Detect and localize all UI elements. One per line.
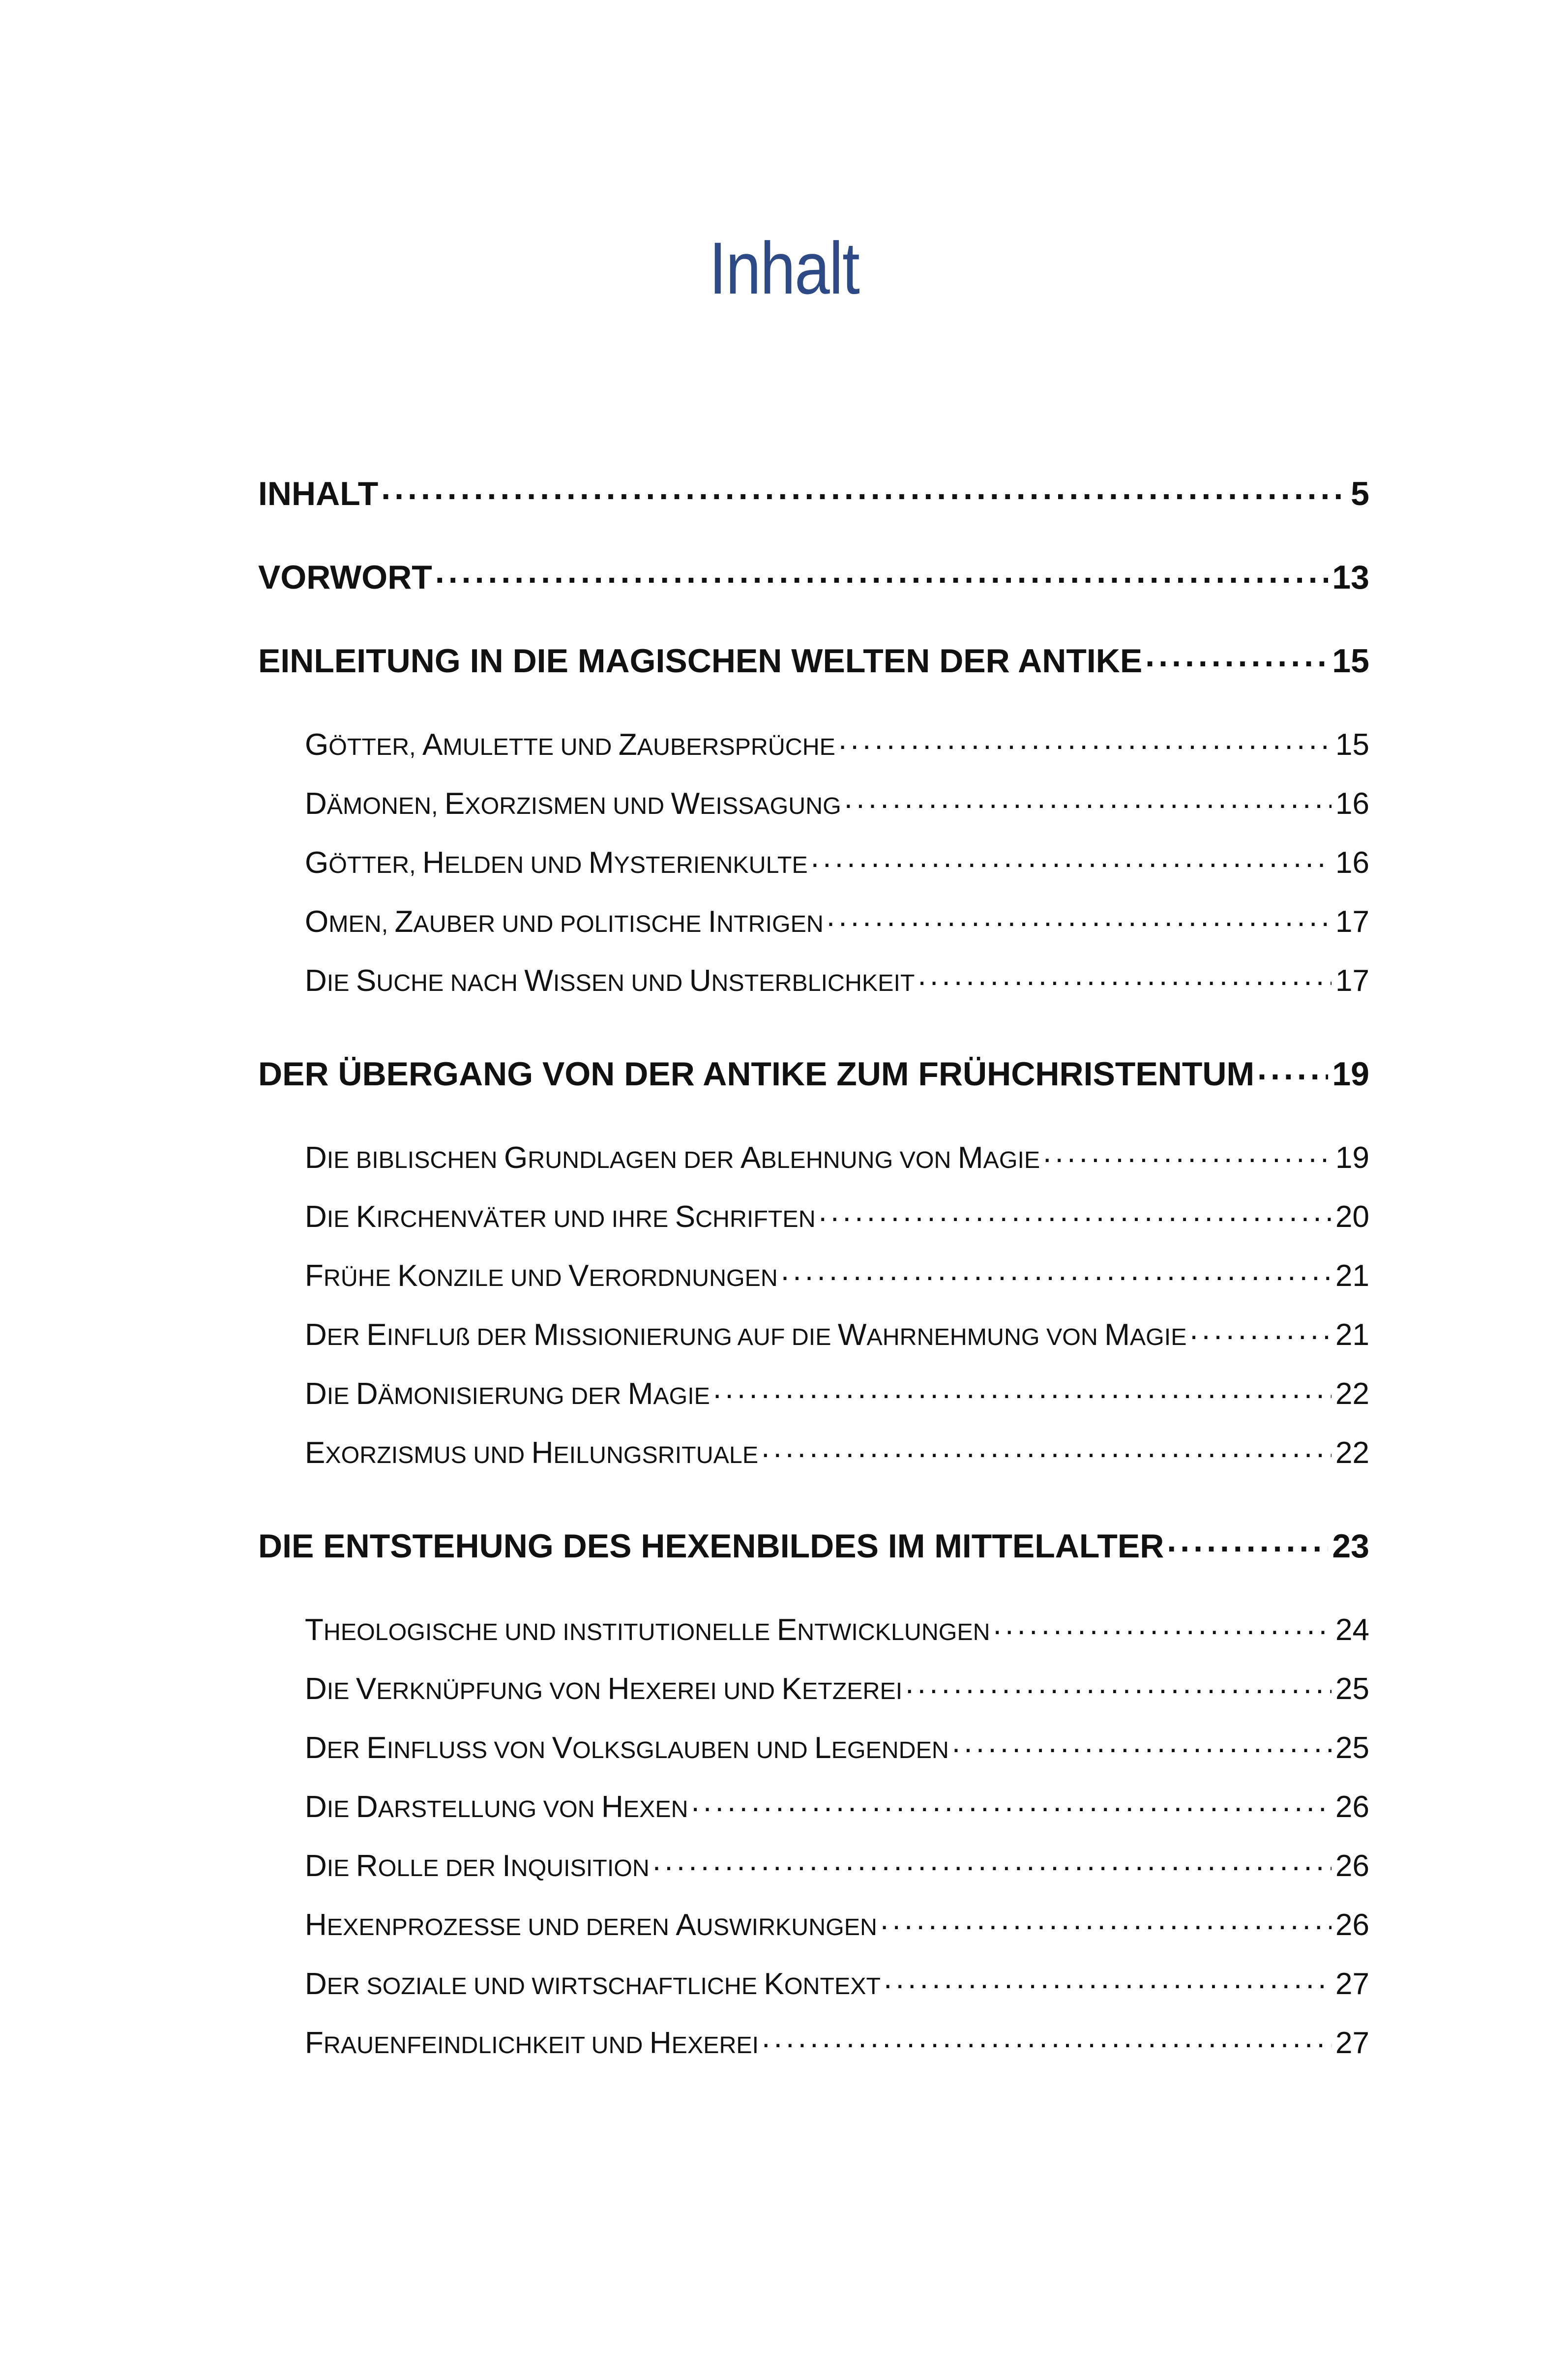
toc-chapter-entry[interactable] [258, 1052, 1369, 1091]
toc-leader-dots [1043, 1137, 1331, 1168]
toc-leader-dots [811, 842, 1331, 873]
toc-leader-dots [880, 1905, 1331, 1935]
toc-entry-label: OMEN, ZAUBER UND POLITISCHE INTRIGEN [305, 905, 824, 939]
toc-entry-label: INHALT [258, 475, 379, 512]
toc-leader-dots [781, 1255, 1331, 1286]
toc-entry-label: DIE DÄMONISIERUNG DER MAGIE [305, 1377, 710, 1411]
toc-entry-label: DER EINFLUß DER MISSIONIERUNG AUF DIE WAHRNEHMUNG VON MAGIE [305, 1318, 1187, 1352]
toc-leader-dots [435, 555, 1329, 589]
toc-page-number: 26 [1335, 1849, 1369, 1883]
toc-section-entry[interactable] [305, 1846, 1369, 1881]
toc-section-entry[interactable] [305, 1433, 1369, 1468]
toc-entry-label: HEXENPROZESSE UND DEREN AUSWIRKUNGEN [305, 1908, 877, 1942]
toc-section-entry[interactable] [305, 842, 1369, 878]
toc-page-number: 5 [1351, 475, 1369, 512]
toc-chapter-entry[interactable] [258, 555, 1369, 594]
toc-page-number: 25 [1335, 1731, 1369, 1765]
toc-page-number: 21 [1335, 1318, 1369, 1352]
toc-section-entry[interactable] [305, 901, 1369, 937]
toc-page-number: 26 [1335, 1908, 1369, 1942]
toc-page-number: 16 [1335, 846, 1369, 880]
toc-leader-dots [884, 1964, 1331, 1994]
toc-section-entry[interactable] [305, 724, 1369, 760]
toc-page-number: 23 [1332, 1527, 1369, 1565]
toc-entry-label: DIE KIRCHENVÄTER UND IHRE SCHRIFTEN [305, 1200, 816, 1234]
toc-section-entry[interactable] [305, 1905, 1369, 1940]
toc-chapter-entry[interactable] [258, 639, 1369, 678]
toc-page-number: 17 [1335, 905, 1369, 939]
toc-entry-label: THEOLOGISCHE UND INSTITUTIONELLE ENTWICKLUNGEN [305, 1613, 990, 1647]
toc-page-number: 22 [1335, 1377, 1369, 1411]
toc-leader-dots [844, 783, 1331, 814]
toc-entry-label: DER ÜBERGANG VON DER ANTIKE ZUM FRÜHCHRISTENTUM [258, 1055, 1255, 1093]
toc-page-number: 24 [1335, 1613, 1369, 1647]
toc-entry-label: DIE SUCHE NACH WISSEN UND UNSTERBLICHKEIT [305, 964, 915, 998]
toc-page-number: 19 [1332, 1055, 1369, 1093]
toc-section-entry[interactable] [305, 1255, 1369, 1291]
toc-page-number: 13 [1332, 559, 1369, 596]
toc-page-number: 27 [1335, 1967, 1369, 2001]
toc-entry-label: DIE DARSTELLUNG VON HEXEN [305, 1790, 688, 1824]
toc-section-entry[interactable] [305, 1314, 1369, 1350]
toc-leader-dots [762, 2023, 1331, 2053]
toc-leader-dots [381, 472, 1347, 505]
toc-leader-dots [713, 1373, 1331, 1404]
toc-page-number: 21 [1335, 1259, 1369, 1293]
toc-entry-label: DÄMONEN, EXORZISMEN UND WEISSAGUNG [305, 787, 841, 821]
toc-page-number: 26 [1335, 1790, 1369, 1824]
toc-section-entry[interactable] [305, 1787, 1369, 1822]
toc-entry-label: FRAUENFEINDLICHKEIT UND HEXEREI [305, 2026, 759, 2060]
toc-page-number: 19 [1335, 1141, 1369, 1175]
toc-section-entry[interactable] [305, 1137, 1369, 1173]
toc-leader-dots [1189, 1314, 1331, 1345]
toc-chapter-entry[interactable] [258, 1524, 1369, 1563]
toc-leader-dots [905, 1669, 1331, 1699]
toc-entry-label: FRÜHE KONZILE UND VERORDNUNGEN [305, 1259, 778, 1293]
toc-leader-dots [819, 1196, 1331, 1227]
toc-leader-dots [1257, 1052, 1328, 1085]
toc-entry-label: EXORZISMUS UND HEILUNGSRITUALE [305, 1436, 759, 1470]
toc-leader-dots [652, 1846, 1331, 1876]
toc-page-number: 15 [1332, 642, 1369, 680]
toc-section-entry[interactable] [305, 1373, 1369, 1409]
toc-entry-label: DER EINFLUSS VON VOLKSGLAUBEN UND LEGENDEN [305, 1731, 949, 1765]
toc-entry-label: DER SOZIALE UND WIRTSCHAFTLICHE KONTEXT [305, 1967, 881, 2001]
toc-entry-label: EINLEITUNG IN DIE MAGISCHEN WELTEN DER ANTIKE [258, 642, 1143, 680]
toc-leader-dots [952, 1728, 1331, 1758]
toc-entry-label: DIE BIBLISCHEN GRUNDLAGEN DER ABLEHNUNG VON MAGIE [305, 1141, 1040, 1175]
toc-leader-dots [838, 724, 1331, 755]
toc-page-number: 15 [1335, 728, 1369, 762]
toc-section-entry[interactable] [305, 1610, 1369, 1645]
toc-page-number: 25 [1335, 1672, 1369, 1706]
toc-leader-dots [691, 1787, 1332, 1817]
toc-leader-dots [1167, 1524, 1328, 1557]
toc-chapter-entry[interactable] [258, 472, 1369, 510]
toc-section-entry[interactable] [305, 2023, 1369, 2059]
page-title: Inhalt [709, 227, 859, 309]
toc-page-number: 27 [1335, 2026, 1369, 2060]
toc-leader-dots [993, 1610, 1331, 1640]
toc-section-entry[interactable] [305, 960, 1369, 996]
toc-leader-dots [761, 1433, 1331, 1463]
toc-leader-dots [1145, 639, 1328, 672]
toc-page-number: 20 [1335, 1200, 1369, 1234]
toc-entry-label: GÖTTER, AMULETTE UND ZAUBERSPRÜCHE [305, 728, 835, 762]
toc-page-number: 17 [1335, 964, 1369, 998]
toc-section-entry[interactable] [305, 1728, 1369, 1763]
toc-leader-dots [917, 960, 1331, 991]
toc-entry-label: VORWORT [258, 559, 432, 596]
toc-section-entry[interactable] [305, 1196, 1369, 1232]
toc-entry-label: GÖTTER, HELDEN UND MYSTERIENKULTE [305, 846, 808, 880]
toc-section-entry[interactable] [305, 1669, 1369, 1704]
toc-entry-label: DIE ROLLE DER INQUISITION [305, 1849, 650, 1883]
toc-entry-label: DIE VERKNÜPFUNG VON HEXEREI UND KETZEREI [305, 1672, 903, 1706]
toc-leader-dots [827, 901, 1331, 932]
toc-section-entry[interactable] [305, 783, 1369, 819]
toc-page-number: 22 [1335, 1436, 1369, 1470]
toc-entry-label: DIE ENTSTEHUNG DES HEXENBILDES IM MITTELALTER [258, 1527, 1164, 1565]
toc-page-number: 16 [1335, 787, 1369, 821]
toc-section-entry[interactable] [305, 1964, 1369, 2000]
